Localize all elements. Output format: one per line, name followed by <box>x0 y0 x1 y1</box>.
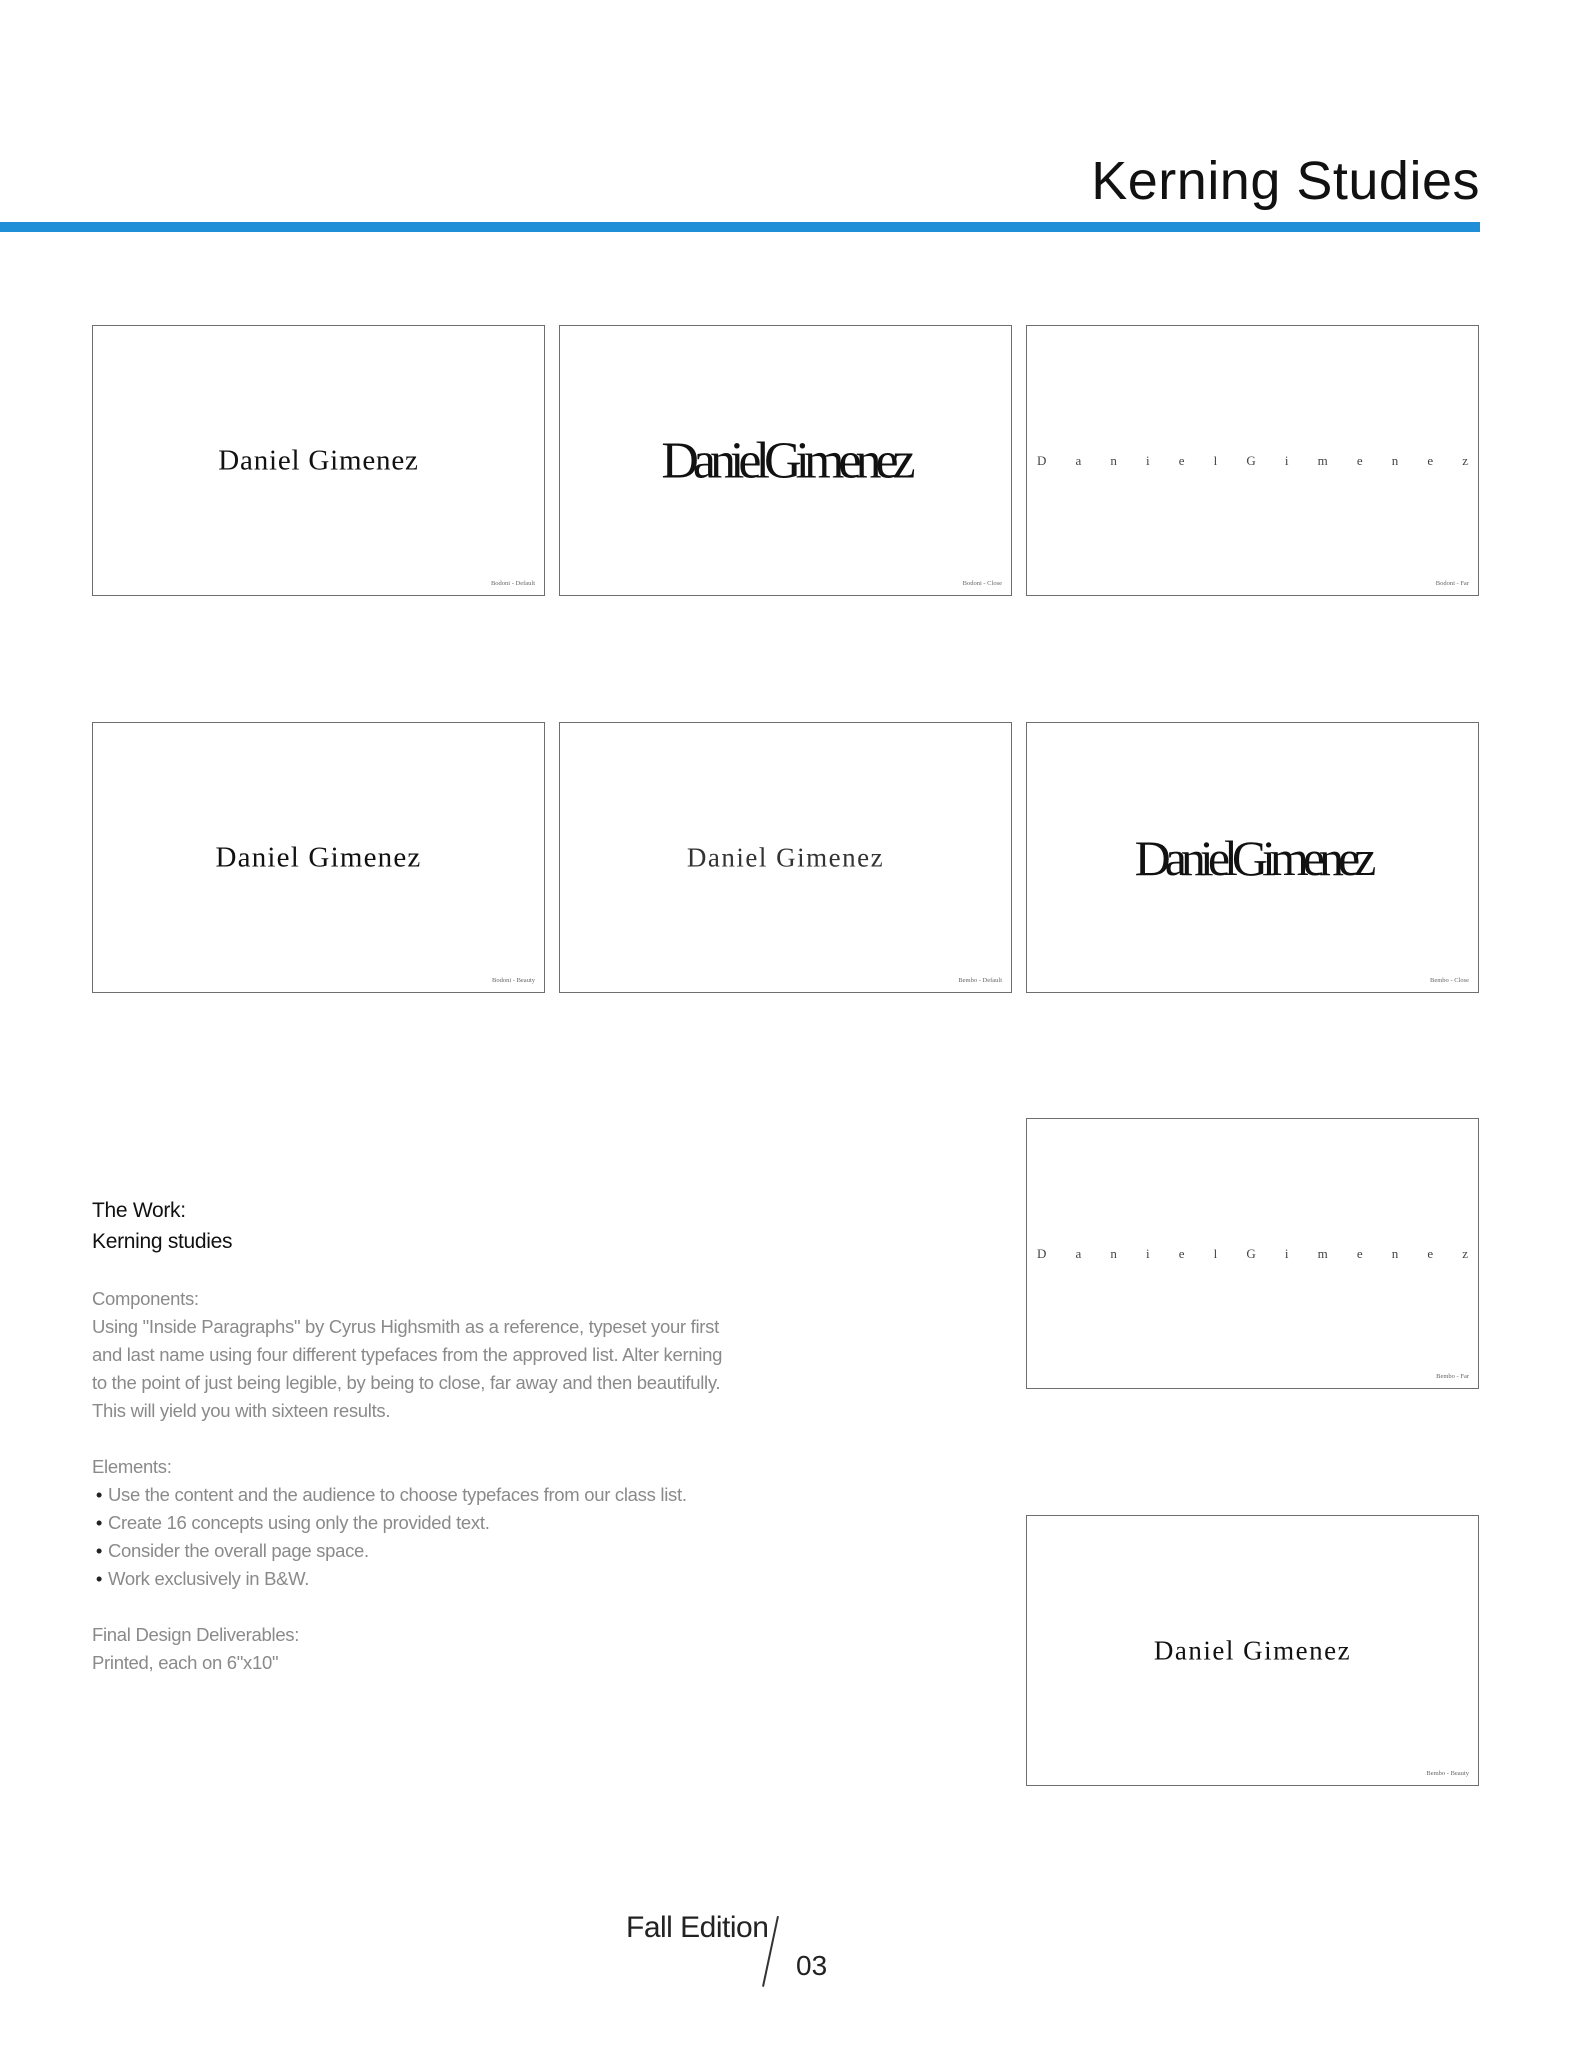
list-item: • Consider the overall page space. <box>95 1540 369 1561</box>
components-label: Components: <box>92 1288 199 1309</box>
list-item: • Create 16 concepts using only the provided text. <box>95 1512 490 1533</box>
list-item: • Use the content and the audience to choose typefaces from our class list. <box>95 1484 687 1505</box>
card-caption: Bodoni - Far <box>1435 580 1469 587</box>
work-subheading: Kerning studies <box>92 1230 233 1253</box>
page-title: Kerning Studies <box>1091 151 1480 211</box>
card-name: DanielGimenez <box>661 432 910 489</box>
kerning-card-bembo-close <box>1026 722 1479 993</box>
elements-list <box>92 1481 772 1593</box>
card-name: DanielGimenez <box>1134 829 1371 886</box>
card-caption: Bodoni - Default <box>490 580 535 587</box>
card-name: D a n i e l G i m e n e z <box>1037 452 1468 468</box>
kerning-card-bodoni-beauty <box>92 722 545 993</box>
card-name: D a n i e l G i m e n e z <box>1037 1245 1468 1261</box>
card-name: Daniel Gimenez <box>1153 1635 1352 1665</box>
project-description <box>92 1195 772 1677</box>
page-number: 03 <box>796 1950 828 1981</box>
kerning-card-bembo-far <box>1026 1118 1479 1389</box>
list-item: • Work exclusively in B&W. <box>95 1568 310 1589</box>
kerning-card-bembo-beauty <box>1026 1515 1479 1786</box>
card-caption: Bembo - Beauty <box>1426 1770 1469 1777</box>
title-rule <box>0 222 1480 232</box>
card-caption: Bodoni - Beauty <box>492 977 535 984</box>
card-caption: Bodoni - Close <box>962 580 1002 587</box>
kerning-card-bembo-default <box>559 722 1012 993</box>
footer-edition: Fall Edition <box>626 1911 769 1944</box>
elements-label: Elements: <box>92 1456 172 1477</box>
kerning-card-bodoni-far <box>1026 325 1479 596</box>
components-text: Using "Inside Paragraphs" by Cyrus Highsmith as a reference, typeset your first and last name using four different typefaces from the approved list. Alter kerning to the point of just being legible, by being to close, far away and then beautifully. This will yield you with sixteen results. <box>92 1316 723 1421</box>
card-name: Daniel Gimenez <box>686 842 885 872</box>
kerning-card-bodoni-close <box>559 325 1012 596</box>
kerning-card-bodoni-default <box>92 325 545 596</box>
card-name: Daniel Gimenez <box>218 444 419 476</box>
deliverables-label: Final Design Deliverables: <box>92 1624 300 1645</box>
card-caption: Bembo - Default <box>958 977 1002 984</box>
card-name: Daniel Gimenez <box>215 841 422 873</box>
deliverables-text: Printed, each on 6"x10" <box>92 1652 279 1673</box>
card-caption: Bembo - Far <box>1436 1373 1469 1380</box>
card-caption: Bembo - Close <box>1430 977 1469 984</box>
work-heading: The Work: <box>92 1199 186 1222</box>
